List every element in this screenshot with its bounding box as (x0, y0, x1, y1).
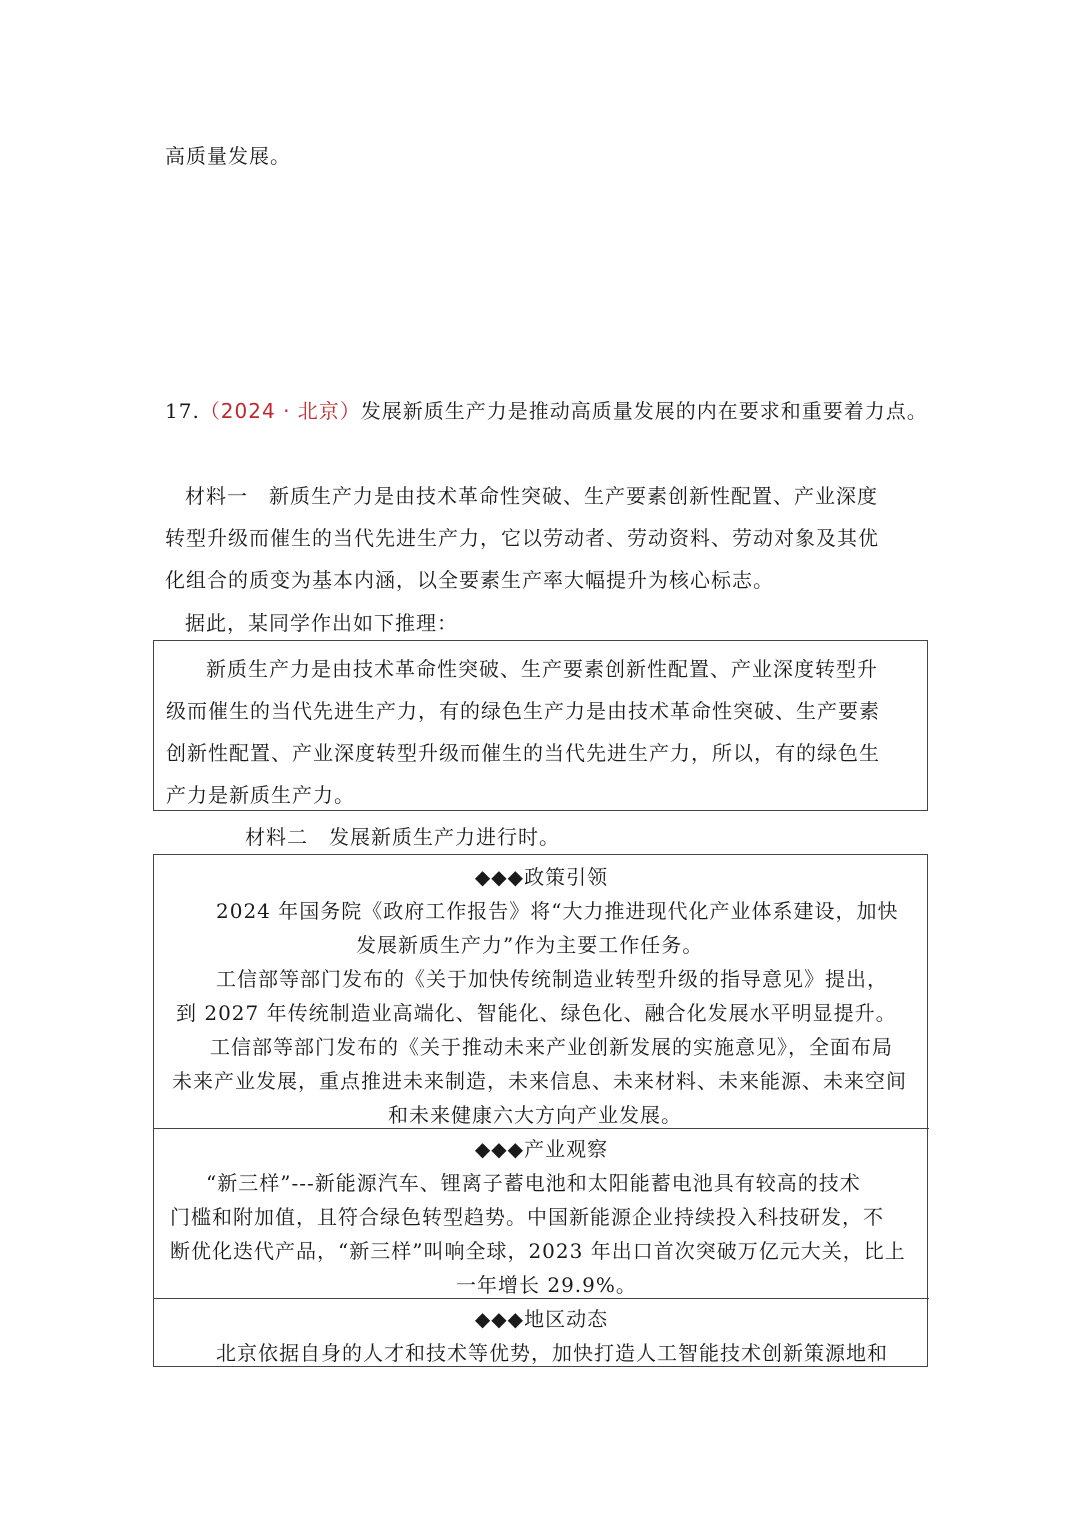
material1-line-1: 材料一 新质生产力是由技术革命性突破、生产要素创新性配置、产业深度 (185, 484, 878, 508)
question-header (165, 395, 928, 424)
material1-line-3: 化组合的质变为基本内涵，以全要素生产率大幅提升为核心标志。 (165, 568, 774, 592)
continued-text: 高质量发展。 (165, 144, 291, 168)
reasoning-line-2: 级而催生的当代先进生产力，有的绿色生产力是由技术革命性突破、生产要素 (166, 699, 880, 723)
reasoning-line-4: 产力是新质生产力。 (166, 783, 355, 807)
region-line-1: 北京依据自身的人才和技术等优势，加快打造人工智能技术创新策源地和 (216, 1341, 888, 1365)
question-stem: 发展新质生产力是推动高质量发展的内在要求和重要着力点。 (360, 399, 928, 423)
section-heading-region: ◆◆◆地区动态 (474, 1307, 609, 1331)
reasoning-line-3: 创新性配置、产业深度转型升级而催生的当代先进生产力，所以，有的绿色生 (166, 741, 880, 765)
section-divider (154, 1298, 929, 1299)
question-source: （2024 · 北京） (199, 399, 361, 423)
policy-line-1: 2024 年国务院《政府工作报告》将“大力推进现代化产业体系建设，加快 (216, 899, 899, 923)
policy-line-2: 发展新质生产力”作为主要工作任务。 (356, 933, 704, 957)
industry-line-3: 断优化迭代产品，“新三样”叫响全球，2023 年出口首次突破万亿元大关，比上 (170, 1239, 906, 1263)
policy-line-5: 工信部等部门发布的《关于推动未来产业创新发展的实施意见》，全面布局 (210, 1035, 893, 1059)
policy-line-3: 工信部等部门发布的《关于加快传统制造业转型升级的指导意见》提出， (216, 967, 888, 991)
policy-line-6: 未来产业发展，重点推进未来制造，未来信息、未来材料、未来能源、未来空间 (172, 1069, 907, 1093)
industry-line-1: “新三样”---新能源汽车、锂离子蓄电池和太阳能蓄电池具有较高的技术 (206, 1171, 861, 1195)
section-divider (154, 1128, 929, 1129)
section-heading-industry: ◆◆◆产业观察 (474, 1137, 609, 1161)
material2-table (153, 854, 928, 1367)
policy-line-4: 到 2027 年传统制造业高端化、智能化、绿色化、融合化发展水平明显提升。 (176, 1001, 897, 1025)
industry-line-4: 一年增长 29.9%。 (456, 1273, 637, 1297)
reasoning-box (153, 640, 928, 811)
policy-line-7: 和未来健康六大方向产业发展。 (388, 1103, 682, 1127)
inference-intro: 据此，某同学作出如下推理： (185, 611, 458, 635)
industry-line-2: 门槛和附加值，且符合绿色转型趋势。中国新能源企业持续投入科技研发，不 (170, 1205, 884, 1229)
material2-title: 材料二 发展新质生产力进行时。 (245, 825, 560, 849)
section-heading-policy: ◆◆◆政策引领 (474, 865, 609, 889)
question-number: 17. (165, 399, 200, 423)
reasoning-line-1: 新质生产力是由技术革命性突破、生产要素创新性配置、产业深度转型升 (206, 657, 878, 681)
material1-line-2: 转型升级而催生的当代先进生产力，它以劳动者、劳动资料、劳动对象及其优 (165, 526, 879, 550)
